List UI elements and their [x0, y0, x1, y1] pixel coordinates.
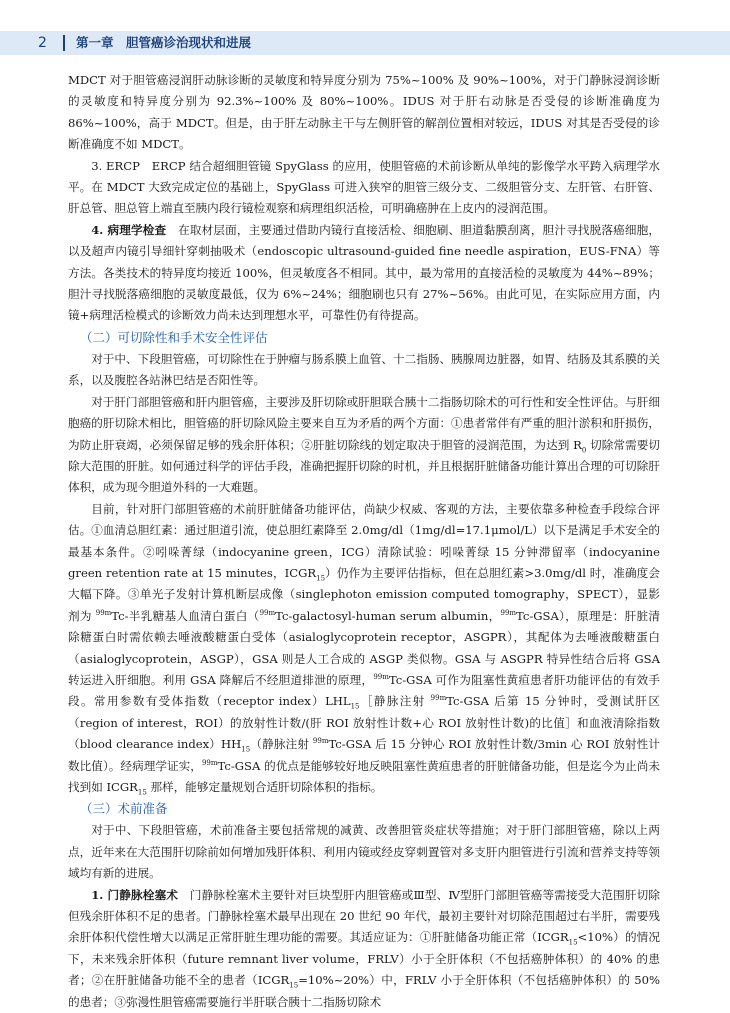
section-heading-resectability: （二）可切除性和手术安全性评估 — [80, 329, 268, 345]
text-run: 切除常需要切除大范围的肝脏。如何通过科学的评估手段，准确把握肝切除的时机，并且根据肝脏储备功能计算出合理的可切除肝体积，成为现今胆道外科的一大难题。 — [68, 437, 661, 495]
text-run: ）仍作为主要评估指标，但在总胆红素>3.0mg/dl 时，准确度会大幅下降。③单光子发射计算机断层成像（singlephoton emission computed tomography，SPECT），显影剂为 — [68, 565, 660, 623]
text-run: Tc-galactosyl-human serum albumin， — [275, 608, 501, 623]
superscript: 99m — [500, 608, 517, 617]
text-run: Tc-GSA 后 15 分钟心 ROI 放射性计数/3min 心 ROI 放射性计数比值）。经病理学证实， — [68, 737, 661, 773]
text-run: <10%）的情况下，未来残余肝体积（future remnant liver volume，FRLV）小于全肝体积（不包括癌肿体积）的 40% 的患者；②在肝脏储备功能不全的患者（ICGR — [68, 930, 660, 988]
paragraph-lower-bile-duct: 对于中、下段胆管癌，可切除性在于肿瘤与肠系膜上血管、十二指肠、胰腺周边脏器，如胃、结肠及其系膜的关系，以及腹腔各站淋巴结是否阳性等。 — [68, 351, 660, 388]
embolization-heading: 1. 门静脉栓塞术 — [91, 887, 179, 902]
text-run: （静脉注射 — [250, 737, 313, 752]
superscript: 99m — [259, 608, 276, 617]
paragraph-ercp — [68, 156, 660, 220]
ercp-text: ERCP 结合超细胆管镜 SpyGlass 的应用，使胆管癌的术前诊断从单纯的影像学水平跨入病理学水平。在 MDCT 大致完成定位的基础上，SpyGlass 可进入狭窄的胆管三级分支、二级胆管分支、左肝管、右肝管、肝总管、胆总管上端直至胰内段行镜检观察和病理组织活检，可明确癌肿在上皮内的浸润范围。 — [68, 158, 660, 216]
chapter-title: 第一章 胆管癌诊治现状和进展 — [76, 35, 252, 50]
superscript: 99m — [312, 737, 329, 746]
text-run: 门静脉栓塞术主要针对巨块型肝内胆管癌或Ⅲ型、Ⅳ型肝门部胆管癌等需接受大范围肝切除但残余肝体积不足的患者。门静脉栓塞术最早出现在 20 世纪 90 年代，最初主要针对切除范围超过右半肝，需要残余肝体积代偿性增大以满足正常肝脏生理功能的需要。其适应证为：①肝脏储备功能正常（ICGR — [68, 887, 660, 945]
paragraph-portal-embolization — [68, 885, 660, 1013]
paragraph-liver-reserve — [68, 499, 660, 799]
text-run: Tc-GSA 的优点是能够较好地反映阻塞性黄疸患者的肝脏储备功能，但是迄今为止尚未找到如 ICGR — [68, 758, 661, 794]
text-run: 那样，能够定量规划合适肝切除体积的指标。 — [146, 780, 383, 794]
subscript: 0 — [581, 445, 587, 454]
superscript: 99m — [95, 608, 112, 617]
text-run: Tc-GSA），原理是：肝脏清除糖蛋白时需依赖去唾液酸糖蛋白受体（asialoglycoprotein receptor，ASGPR），其配体为去唾液酸糖蛋白（asialoglycoprotein，ASGP），GSA 则是人工合成的 ASGP 类似物。GSA 与 ASGPR 特异性结合后将 GSA 转运进入肝细胞。利用 GSA 降解后不经胆道排泄的原理， — [68, 608, 661, 687]
paragraph-hilar-resection — [68, 392, 660, 499]
subscript: 15 — [350, 702, 360, 711]
page-header — [0, 31, 730, 55]
superscript: 99m — [430, 694, 447, 703]
section-heading-preoperative: （三）术前准备 — [80, 801, 168, 817]
pathology-heading: 4. 病理学检查 — [91, 222, 167, 237]
text-run: 对于肝门部胆管癌和肝内胆管癌，主要涉及肝切除或肝胆联合胰十二指肠切除术的可行性和安全性评估。与肝细胞癌的肝切除术相比，胆管癌的肝切除风险主要来自互为矛盾的两个方面：①患者常伴有严重的胆汁淤积和肝损伤，为防止肝衰竭，必须保留足够的残余肝体积；②肝脏切除线的划定取决于胆管的浸润范围，为达到 R — [68, 394, 660, 452]
text-run: Tc-GSA 可作为阻塞性黄疸患者肝功能评估的有效手段。常用参数有受体指数（receptor index）LHL — [68, 672, 661, 709]
ercp-heading: 3. ERCP — [91, 158, 140, 173]
subscript: 15 — [568, 938, 578, 947]
paragraph-mdct: MDCT 对于胆管癌浸润肝动脉诊断的灵敏度和特异度分别为 75%~100% 及 90%~100%，对于门静脉浸润诊断的灵敏度和特异度分别为 92.3%~100% 及 80%~100%。IDUS 对于肝右动脉是否受侵的诊断准确度为 86%~100%，高于 MDCT。但是，由于肝左动脉主干与左侧肝管的解剖位置相对较远，IDUS 对其是否受侵的诊断准确度不如 MDCT。 — [68, 73, 660, 152]
subscript: 15 — [137, 788, 147, 797]
text-run: 目前，针对肝门部胆管癌的术前肝脏储备功能评估，尚缺少权威、客观的方法，主要依靠多种检查手段综合评估。①血清总胆红素：通过胆道引流，使总胆红素降至 2.0mg/dl（1mg/dl=17.1μmol/L）以下是满足手术安全的最基本条件。②吲哚菁绿（indocyanine green，ICG）清除试验：吲哚菁绿 15 分钟滞留率（indocyanine green retention rate at 15 minutes，ICGR — [68, 501, 660, 580]
body-text — [68, 70, 660, 1013]
paragraph-preop-prep: 对于中、下段胆管癌，术前准备主要包括常规的减黄、改善胆管炎症状等措施；对于肝门部胆管癌，除以上两点，近年来在大范围肝切除前如何增加残肝体积、利用内镜或经皮穿刺置管对多支肝内胆管进行引流和营养支持等领域均有新的进展。 — [68, 823, 660, 881]
text-run: ［静脉注射 — [359, 694, 431, 709]
text-run: Tc-半乳糖基人血清白蛋白（ — [111, 608, 260, 623]
subscript: 15 — [241, 745, 251, 754]
header-divider — [63, 35, 65, 51]
superscript: 99m — [373, 673, 389, 682]
page-number: 2 — [38, 35, 47, 51]
text-run: =10%~20%）中，FRLV 小于全肝体积（不包括癌肿体积）的 50% 的患者；③弥漫性胆管癌需要施行半肝联合胰十二指肠切除术 — [68, 973, 660, 1009]
superscript: 99m — [201, 758, 218, 767]
pathology-text: 在取材层面，主要通过借助内镜行直接活检、细胞刷、胆道黏膜刮离，胆汁寻找脱落癌细胞，以及超声内镜引导细针穿刺抽吸术（endoscopic ultrasound-guided fine needle aspiration，EUS-FNA）等方法。各类技术的特异度均接近 100%，但灵敏度各不相同。其中，最为常用的直接活检的灵敏度为 44%~89%；胆汁寻找脱落癌细胞的灵敏度最低，仅为 6%~24%；细胞刷也只有 27%~56%。由此可见，在实际应用方面，内镜+病理活检模式的诊断效力尚未达到理想水平，可靠性仍有待提高。 — [68, 222, 660, 323]
subscript: 15 — [289, 981, 299, 990]
paragraph-pathology — [68, 220, 660, 327]
text-run: Tc-GSA 后第 15 分钟时，受测试肝区（region of interest，ROI）的放射性计数/(肝 ROI 放射性计数+心 ROI 放射性计数)的比值］和血液清除指数（blood clearance index）HH — [68, 694, 660, 752]
subscript: 15 — [316, 574, 326, 583]
